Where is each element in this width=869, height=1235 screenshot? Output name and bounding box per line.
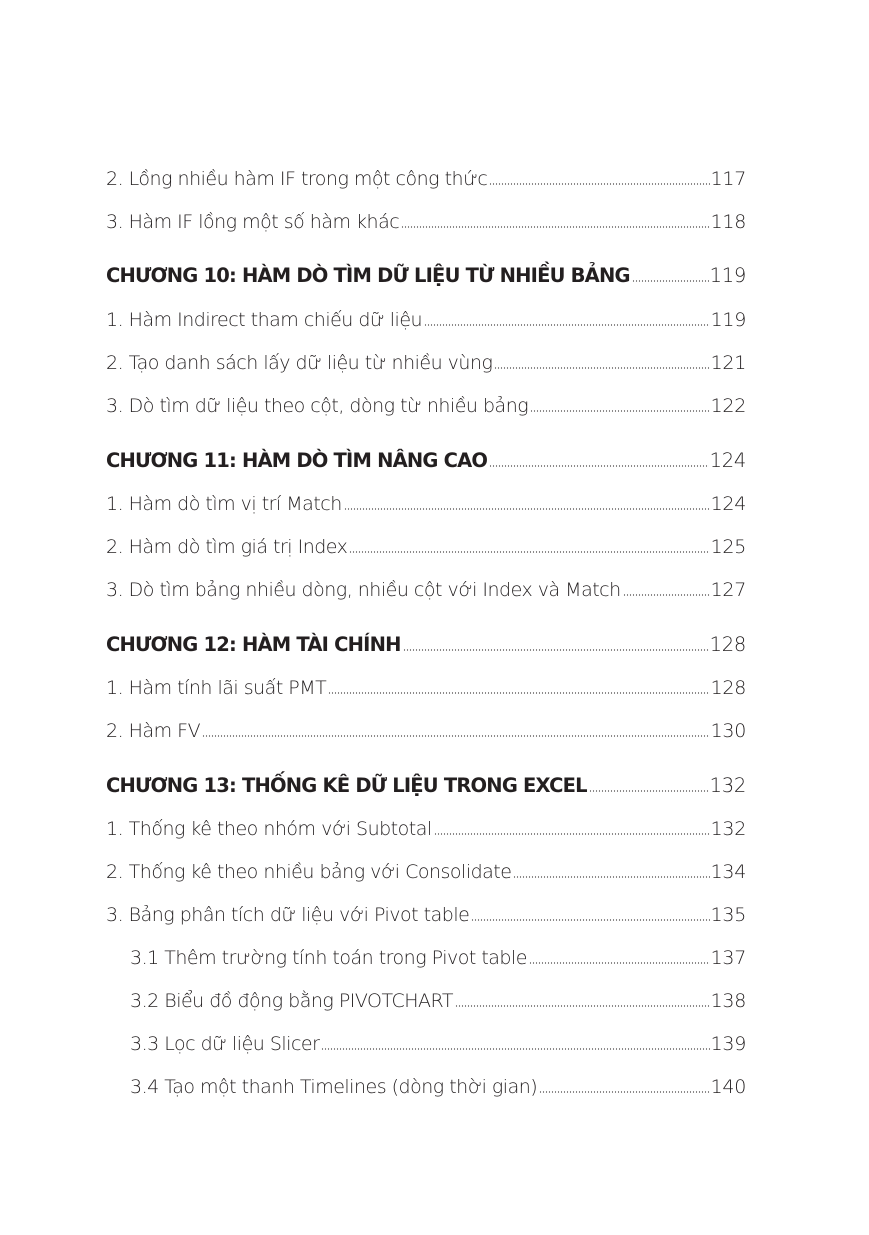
- toc-dot-leader: [489, 183, 709, 185]
- toc-page-number: 132: [709, 774, 746, 797]
- toc-entry-title: 3. Dò tìm dữ liệu theo cột, dòng từ nhiều bảng: [106, 395, 529, 417]
- toc-page-number: 138: [710, 990, 746, 1012]
- toc-dot-leader: [494, 367, 709, 369]
- toc-dot-leader: [471, 919, 709, 921]
- toc-page-number: 121: [710, 352, 746, 374]
- toc-dot-leader: [434, 833, 710, 835]
- toc-page-number: 125: [710, 536, 746, 558]
- toc-entry: [106, 1029, 746, 1059]
- toc-entry-title: 2. Thống kê theo nhiều bảng với Consolidate: [106, 861, 512, 883]
- toc-page-number: 124: [709, 449, 746, 472]
- toc-chapter-entry: [106, 446, 746, 476]
- toc-dot-leader: [632, 280, 709, 282]
- toc-dot-leader: [349, 551, 709, 553]
- toc-entry: [106, 986, 746, 1016]
- toc-page-number: 132: [710, 818, 746, 840]
- toc-entry: [106, 532, 746, 562]
- toc-entry: [106, 857, 746, 887]
- toc-entry: [106, 943, 746, 973]
- toc-entry: [106, 391, 746, 421]
- toc-entry: [106, 207, 746, 237]
- toc-entry: [106, 575, 746, 605]
- toc-page-number: 139: [710, 1033, 746, 1055]
- toc-page-number: 135: [710, 904, 746, 926]
- toc-dot-leader: [202, 735, 710, 737]
- toc-entry: [106, 348, 746, 378]
- toc-entry: [106, 489, 746, 519]
- toc-page-number: 128: [709, 633, 746, 656]
- toc-dot-leader: [513, 876, 709, 878]
- toc-page-number: 118: [710, 211, 746, 233]
- toc-dot-leader: [539, 1091, 709, 1093]
- toc-page-number: 117: [710, 168, 746, 190]
- toc-entry: [106, 1072, 746, 1102]
- toc-entry: [106, 164, 746, 194]
- toc-entry-title: CHƯƠNG 12: HÀM TÀI CHÍNH: [106, 633, 401, 656]
- toc-entry-title: 2. Hàm dò tìm giá trị Index: [106, 536, 348, 558]
- toc-entry-title: 3.3 Lọc dữ liệu Slicer: [130, 1033, 320, 1055]
- toc-entry-title: 2. Hàm FV: [106, 720, 201, 742]
- toc-entry-title: 2. Tạo danh sách lấy dữ liệu từ nhiều vùng: [106, 352, 493, 374]
- toc-chapter-entry: [106, 261, 746, 291]
- toc-entry: [106, 673, 746, 703]
- toc-entry-title: 1. Hàm tính lãi suất PMT: [106, 677, 327, 699]
- toc-entry-title: CHƯƠNG 10: HÀM DÒ TÌM DỮ LIỆU TỪ NHIỀU BẢNG: [106, 264, 630, 287]
- toc-page-number: 140: [710, 1076, 746, 1098]
- toc-page-number: 128: [710, 677, 746, 699]
- toc-page-number: 127: [710, 579, 746, 601]
- toc-entry-title: 3.2 Biểu đồ động bằng PIVOTCHART: [130, 990, 453, 1012]
- toc-dot-leader: [529, 962, 710, 964]
- toc-entry: [106, 900, 746, 930]
- toc-entry-title: 1. Hàm dò tìm vị trí Match: [106, 493, 342, 515]
- toc-dot-leader: [489, 465, 708, 467]
- toc-entry-title: CHƯƠNG 13: THỐNG KÊ DỮ LIỆU TRONG EXCEL: [106, 774, 587, 797]
- toc-page-number: 122: [710, 395, 746, 417]
- toc-entry: [106, 305, 746, 335]
- toc-dot-leader: [455, 1005, 710, 1007]
- toc-entry: [106, 814, 746, 844]
- toc-dot-leader: [328, 692, 709, 694]
- toc-dot-leader: [321, 1048, 709, 1050]
- toc-dot-leader: [424, 324, 710, 326]
- toc-chapter-entry: [106, 771, 746, 801]
- toc-page-number: 137: [710, 947, 746, 969]
- toc-entry-title: 1. Thống kê theo nhóm với Subtotal: [106, 818, 432, 840]
- toc-entry-title: 3. Bảng phân tích dữ liệu với Pivot table: [106, 904, 470, 926]
- toc-dot-leader: [403, 649, 709, 651]
- toc-entry-title: 3.4 Tạo một thanh Timelines (dòng thời gian): [130, 1076, 538, 1098]
- toc-page-number: 119: [709, 264, 746, 287]
- toc-entry: [106, 716, 746, 746]
- toc-page-number: 134: [710, 861, 746, 883]
- toc-entry-title: 3.1 Thêm trường tính toán trong Pivot table: [130, 947, 527, 969]
- toc-dot-leader: [401, 226, 709, 228]
- toc-entry-title: 3. Dò tìm bảng nhiều dòng, nhiều cột với Index và Match: [106, 579, 621, 601]
- toc-entry-title: CHƯƠNG 11: HÀM DÒ TÌM NÂNG CAO: [106, 449, 488, 472]
- toc-dot-leader: [623, 594, 710, 596]
- toc-dot-leader: [589, 790, 709, 792]
- toc-page-number: 124: [710, 493, 746, 515]
- toc-dot-leader: [344, 508, 710, 510]
- toc-entry-title: 2. Lồng nhiều hàm IF trong một công thức: [106, 168, 488, 190]
- toc-dot-leader: [530, 410, 709, 412]
- toc-chapter-entry: [106, 630, 746, 660]
- toc-page-number: 130: [710, 720, 746, 742]
- toc-page-number: 119: [710, 309, 746, 331]
- toc-entry-title: 3. Hàm IF lồng một số hàm khác: [106, 211, 400, 233]
- toc-entry-title: 1. Hàm Indirect tham chiếu dữ liệu: [106, 309, 423, 331]
